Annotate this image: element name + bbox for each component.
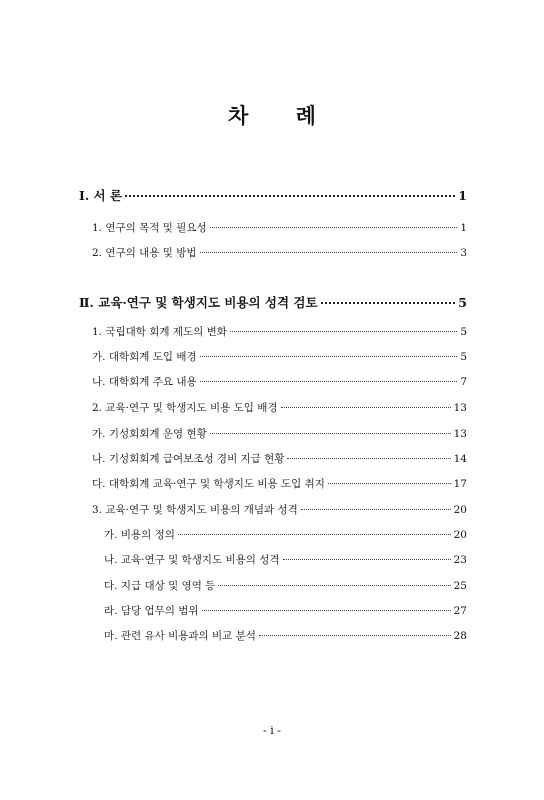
toc-entry-page: 28 (453, 630, 467, 642)
toc-entry-page: 27 (453, 605, 467, 617)
toc-entry-label: 1. 연구의 목적 및 필요성 (92, 222, 207, 234)
toc-entry-label: 나. 대학회계 주요 내용 (92, 376, 197, 388)
toc-entry-label: 2. 교육·연구 및 학생지도 비용 도입 배경 (92, 402, 278, 414)
toc-entry-page: 14 (453, 453, 467, 465)
toc-entry-label: 1. 국립대학 회계 제도의 변화 (92, 326, 227, 338)
toc-leader-dots (259, 635, 451, 636)
toc-entry-label: 다. 대학회계 교육·연구 및 학생지도 비용 도입 취지 (92, 478, 325, 490)
toc-entry[interactable] (92, 451, 467, 466)
toc-entry[interactable] (92, 245, 467, 260)
toc-entry-page: 13 (453, 428, 467, 440)
toc-entry-label: 나. 교육·연구 및 학생지도 비용의 성격 (104, 554, 280, 566)
toc-entry[interactable] (92, 502, 467, 517)
toc-entry[interactable] (104, 628, 467, 643)
toc-entry-label: 라. 담당 업무의 범위 (104, 605, 199, 617)
toc-entry-label: 가. 대학회계 도입 배경 (92, 351, 197, 363)
toc-entry[interactable] (92, 349, 467, 364)
toc-entry-page: 20 (453, 504, 467, 516)
toc-entry[interactable] (104, 578, 467, 593)
toc-entry-page: 20 (453, 529, 467, 541)
toc-leader-dots (230, 331, 457, 332)
toc-leader-dots (210, 227, 458, 228)
toc-entry-page: 5 (460, 351, 467, 363)
toc-leader-dots (202, 610, 451, 611)
toc-entry-label: Ⅱ. 교육·연구 및 학생지도 비용의 성격 검토 (79, 295, 318, 310)
toc-entry-page: 1 (458, 188, 467, 203)
toc-entry[interactable] (92, 374, 467, 389)
toc-entry-page: 1 (460, 222, 467, 234)
toc-entry-label: 나. 기성회회계 급여보조성 경비 지급 현황 (92, 453, 285, 465)
toc-leader-dots (218, 585, 450, 586)
toc-leader-dots (301, 509, 451, 510)
page-title: 차 례 (228, 103, 336, 128)
toc-leader-dots (287, 458, 450, 459)
toc-entry-label: 2. 연구의 내용 및 방법 (92, 247, 197, 259)
toc-entry-page: 5 (458, 295, 467, 310)
toc-leader-dots (321, 302, 456, 304)
toc-leader-dots (281, 407, 451, 408)
toc-entry-page: 25 (453, 580, 467, 592)
toc-leader-dots (328, 483, 451, 484)
toc-entry[interactable] (104, 527, 467, 542)
toc-entry-page: 13 (453, 402, 467, 414)
toc-entry[interactable] (79, 186, 467, 204)
toc-entry-label: 3. 교육·연구 및 학생지도 비용의 개념과 성격 (92, 504, 298, 516)
toc-leader-dots (210, 433, 451, 434)
toc-entry[interactable] (92, 426, 467, 441)
toc-leader-dots (283, 559, 451, 560)
toc-entry[interactable] (104, 552, 467, 567)
toc-entry-page: 7 (460, 376, 467, 388)
toc-entry[interactable] (104, 603, 467, 618)
toc-entry-page: 5 (460, 326, 467, 338)
toc-entry[interactable] (92, 220, 467, 235)
toc-entry-page: 23 (453, 554, 467, 566)
toc-leader-dots (125, 195, 455, 197)
toc-entry-page: 3 (460, 247, 467, 259)
toc-leader-dots (178, 534, 451, 535)
toc-entry-page: 17 (453, 478, 467, 490)
toc-leader-dots (200, 252, 458, 253)
toc-entry[interactable] (79, 293, 467, 311)
toc-entry-label: 다. 지급 대상 및 영역 등 (104, 580, 216, 592)
toc-entry[interactable] (92, 324, 467, 339)
toc-leader-dots (200, 381, 458, 382)
page-number-footer: - i - (263, 724, 281, 737)
toc-entry-label: 마. 관련 유사 비용과의 비교 분석 (104, 630, 256, 642)
toc-entry[interactable] (92, 400, 467, 415)
toc-entry-label: Ⅰ. 서 론 (79, 188, 123, 203)
toc-entry-label: 가. 비용의 정의 (104, 529, 175, 541)
toc-entry-label: 가. 기성회회계 운영 현황 (92, 428, 207, 440)
toc-entry[interactable] (92, 476, 467, 491)
toc-leader-dots (200, 356, 458, 357)
